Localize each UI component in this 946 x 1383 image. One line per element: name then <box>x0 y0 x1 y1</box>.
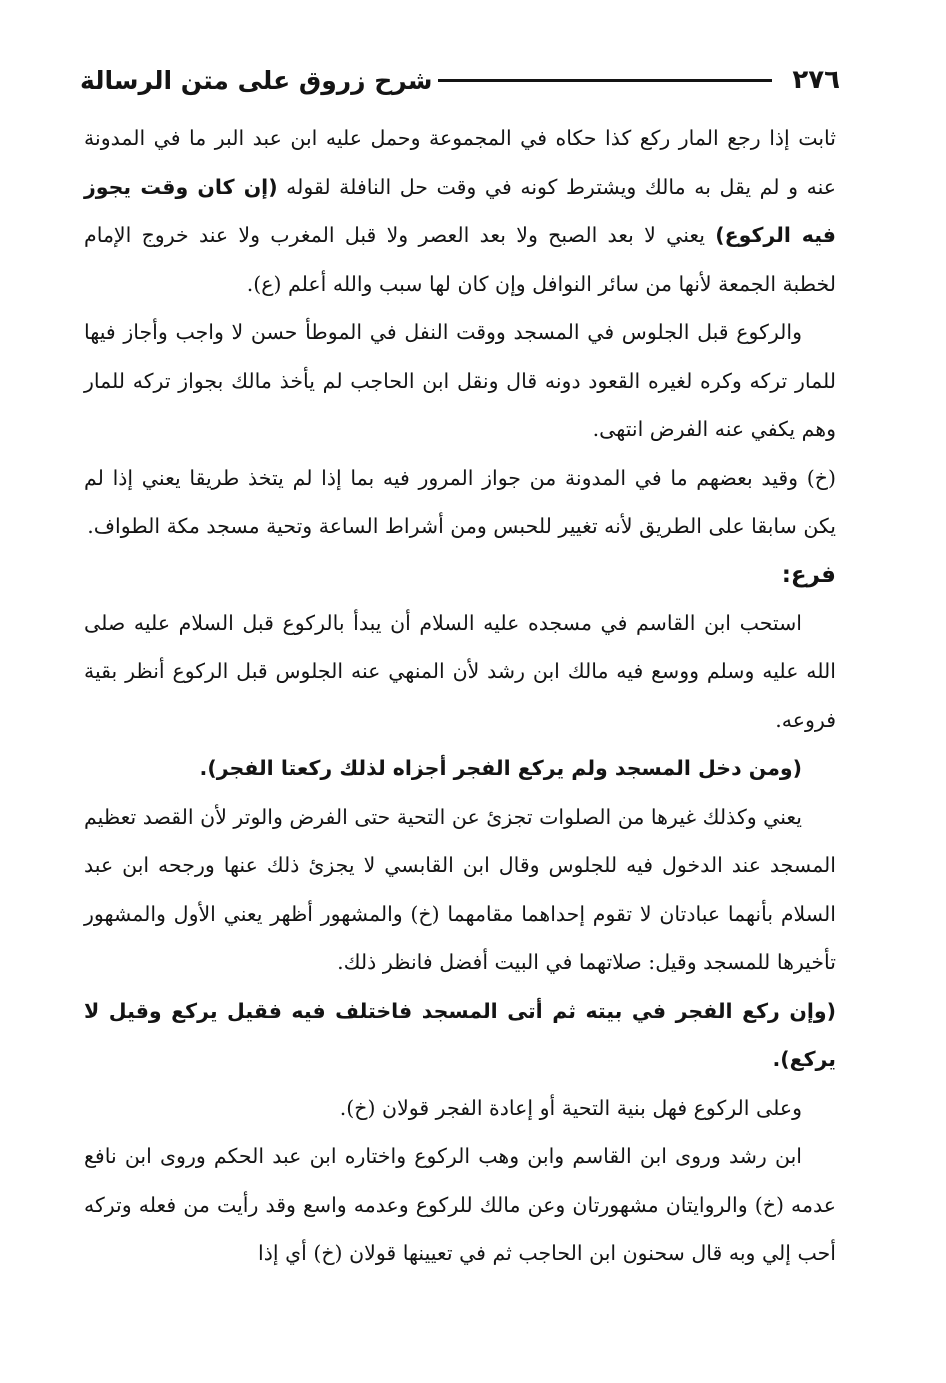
paragraph-6: وعلى الركوع فهل بنية التحية أو إعادة الفجر قولان (خ). <box>339 1095 802 1120</box>
matn-quote-3: (وإن ركع الفجر في بيته ثم أتى المسجد فاختلف فيه فقيل يركع وقيل لا يركع). <box>84 998 836 1071</box>
section-heading: فرع: <box>781 561 836 588</box>
paragraph-1 <box>84 114 836 308</box>
header-rule <box>438 79 772 82</box>
page-body <box>84 114 836 1278</box>
page-number: ٢٧٦ <box>792 65 840 95</box>
matn-quote-1: (إن كان وقت يجوز فيه الركوع) <box>84 174 836 247</box>
paragraph-5: يعني وكذلك غيرها من الصلوات تجزئ عن التحية حتى الفرض والوتر لأن القصد تعظيم المسجد عند الدخول فيه للجلوس وقال ابن القابسي لا يجزئ ذلك عنها ورجحه ابن عبد السلام بأنهما عبادتان لا تقوم إحداهما مقامهما (خ) والمشهور أظهر يعني الأول والمشهور تأخيرها للمسجد وقيل: صلاتهما في البيت أفضل فانظر ذلك. <box>84 804 836 974</box>
book-title: شرح زروق على متن الرسالة <box>80 65 433 95</box>
paragraph-3: (خ) وقيد بعضهم ما في المدونة من جواز المرور فيه بما إذا لم يتخذ طريقا يعني إذا لم يكن سابقا على الطريق لأنه تغيير للحبس ومن أشراط الساعة وتحية مسجد مكة الطواف. <box>84 465 836 538</box>
paragraph-4: استحب ابن القاسم في مسجده عليه السلام أن يبدأ بالركوع قبل السلام عليه صلى الله عليه وسلم ووسع فيه مالك ابن رشد لأن المنهي عنه الجلوس قبل الركوع أنظر بقية فروعه. <box>84 610 836 732</box>
paragraph-1-end: يعني لا بعد الصبح ولا بعد العصر ولا قبل المغرب ولا عند خروج الإمام لخطبة الجمعة لأنها من سائر النوافل وإن كان لها سبب والله أعلم (ع). <box>84 223 836 296</box>
matn-quote-2: (ومن دخل المسجد ولم يركع الفجر أجزاه لذلك ركعتا الفجر). <box>199 756 802 780</box>
paragraph-7: ابن رشد وروى ابن القاسم وابن وهب الركوع واختاره ابن عبد الحكم وروى ابن نافع عدمه (خ) والروايتان مشهورتان وعن مالك للركوع وعدمه واسع وقد رأيت من فعله وتركه أحب إلي وبه قال سحنون ابن الحاجب ثم في تعيينها قولان (خ) أي إذا <box>84 1144 836 1265</box>
paragraph-2: والركوع قبل الجلوس في المسجد ووقت النفل في الموطأ حسن لا واجب وأجاز فيها للمار تركه وكره لغيره القعود دونه قال ونقل ابن الحاجب لم يأخذ مالك بجواز تركه للمار وهم يكفي عنه الفرض انتهى. <box>84 320 836 441</box>
paragraph-1-start: ثابت إذا رجع المار ركع كذا حكاه في المجموعة وحمل عليه ابن عبد البر ما في المدونة عنه و لم يقل به مالك ويشترط كونه في وقت حل النافلة لقوله <box>84 126 836 199</box>
page-header <box>80 58 840 102</box>
